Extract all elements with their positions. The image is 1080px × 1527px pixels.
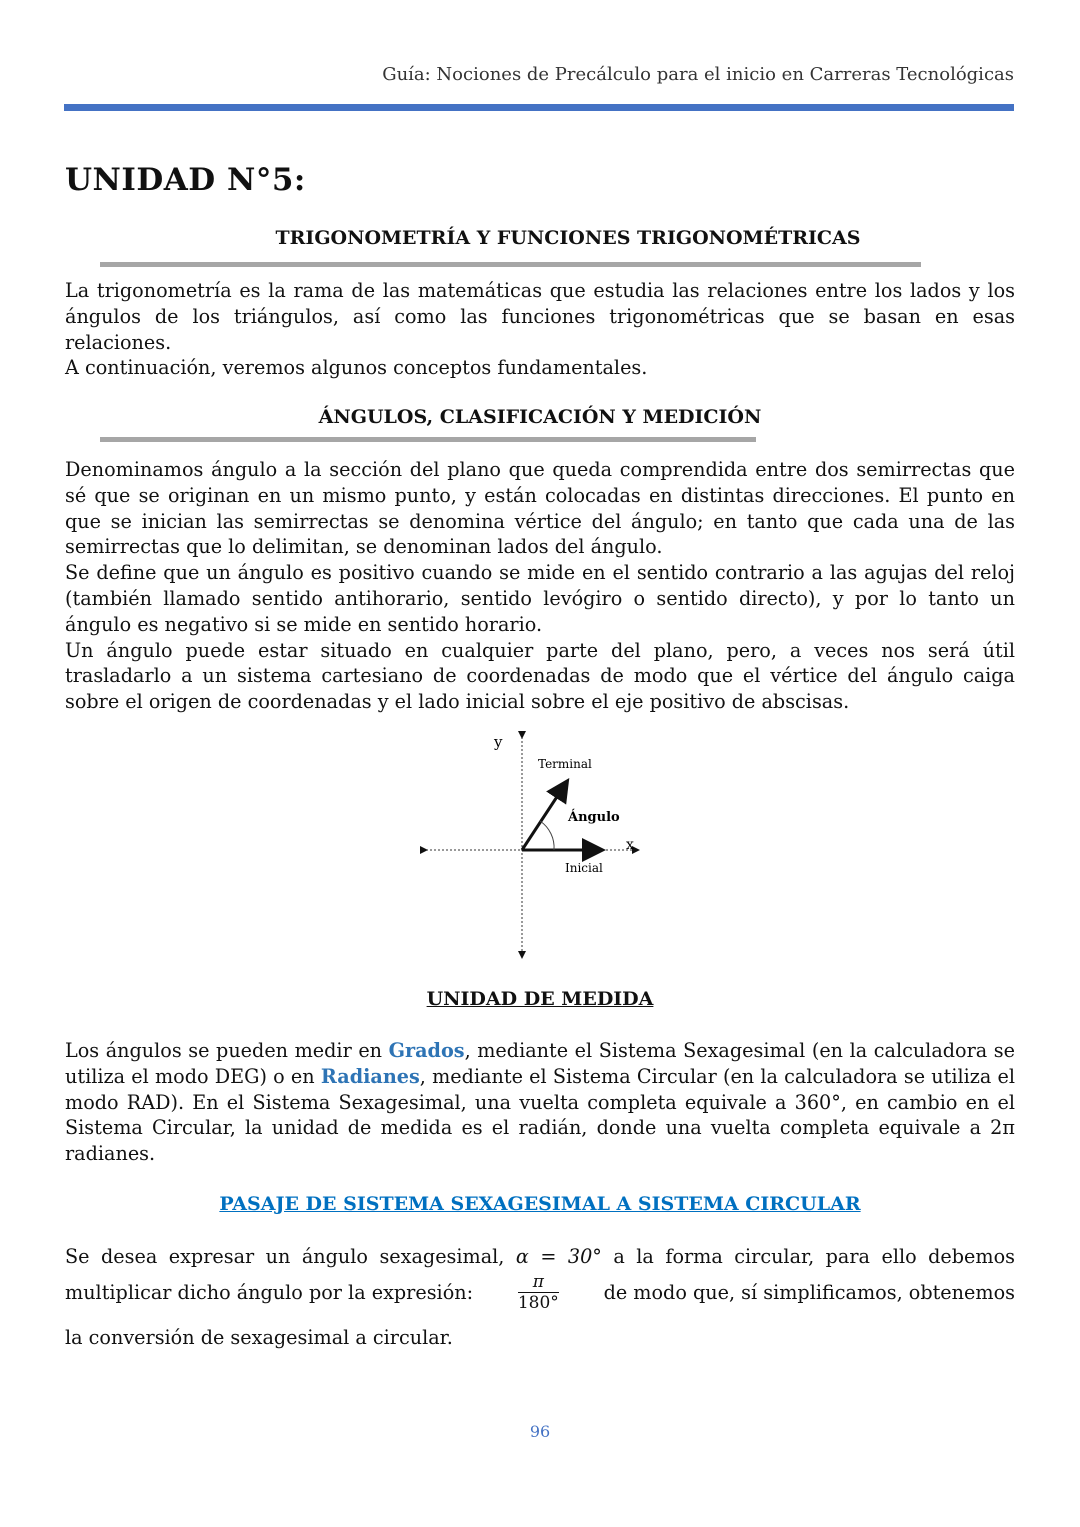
text: de modo que, sí simplificamos, obtenemos [603, 1280, 1015, 1304]
text: , mediante el Sistema Circular (en la calculadora se utiliza el modo RAD). En el Sistema Sexagesimal, una vuelta completa equivale a 360°, en cambio en el Sistema Circular, la unidad de medida es el radián, donde una vuelta completa equivale a 2π radianes. [65, 1064, 1015, 1166]
page-number: 96 [529, 1422, 551, 1441]
text: Los ángulos se pueden medir en [65, 1039, 389, 1062]
text: Se desea expresar un ángulo sexagesimal, [65, 1245, 505, 1268]
unit-title: UNIDAD N°5: [65, 162, 306, 198]
fraction-denominator: 180° [517, 1293, 559, 1313]
fraction-numerator: π [518, 1272, 559, 1293]
pasaje-line-3: la conversión de sexagesimal a circular. [65, 1326, 453, 1349]
x-axis-label: x [626, 837, 634, 853]
radianes-term: Radianes [320, 1064, 420, 1088]
paragraph: Un ángulo puede estar situado en cualquier parte del plano, pero, a veces nos será útil trasladarlo a un sistema cartesiano de coordenadas de modo que el vértice del ángulo caiga sobre el origen de coordenadas y el lado inicial sobre el eje positivo de abscisas. [65, 638, 1015, 714]
grados-term: Grados [388, 1039, 465, 1062]
y-axis-label: y [494, 733, 503, 751]
unidad-medida-text [65, 1038, 1015, 1167]
pi-over-180-fraction [518, 1272, 559, 1313]
section-heading-pasaje: PASAJE DE SISTEMA SEXAGESIMAL A SISTEMA CIRCULAR [219, 1193, 861, 1215]
paragraph: La trigonometría es la rama de las matemáticas que estudia las relaciones entre los lados y los ángulos de los triángulos, así como las funciones trigonométricas que se basan en esas relaciones. [65, 279, 1015, 354]
initial-label: Inicial [565, 861, 603, 875]
text: a la forma circular, para ello debemos [613, 1245, 1015, 1268]
section-heading-angulos: ÁNGULOS, CLASIFICACIÓN Y MEDICIÓN [318, 406, 762, 428]
paragraph: Denominamos ángulo a la sección del plano que queda comprendida entre dos semirrectas que sé que se originan en un mismo punto, y están colocadas en distintas direcciones. El punto en que se inician las semirrectas se denomina vértice del ángulo; en tanto que cada una de las semirrectas que lo delimitan, se denominan lados del ángulo. [65, 458, 1015, 559]
intro-text [65, 278, 1015, 381]
pasaje-line-1 [65, 1243, 1015, 1271]
running-header: Guía: Nociones de Precálculo para el inicio en Carreras Tecnológicas [382, 64, 1014, 85]
angle-arc [540, 821, 554, 850]
heading-rule [100, 262, 921, 267]
angle-diagram [410, 725, 650, 965]
angle-label: Ángulo [568, 810, 620, 825]
terminal-side [522, 783, 566, 850]
angulos-text [65, 457, 1015, 715]
alpha-expression: α = 30° [515, 1245, 602, 1268]
text: , mediante el Sistema Sexagesimal (en la calculadora se utiliza el modo DEG) o en [65, 1039, 1015, 1088]
paragraph: Se define que un ángulo es positivo cuando se mide en el sentido contrario a las agujas del reloj (también llamado sentido antihorario, sentido levógiro o sentido directo), y por lo tanto un ángulo es negativo si se mide en sentido horario. [65, 561, 1015, 636]
terminal-label: Terminal [538, 757, 592, 771]
text: multiplicar dicho ángulo por la expresión: [65, 1280, 474, 1304]
header-rule [64, 104, 1014, 111]
section-heading-trigonometria: TRIGONOMETRÍA Y FUNCIONES TRIGONOMÉTRICAS [275, 227, 861, 249]
pasaje-line-2 [65, 1272, 1015, 1313]
paragraph: A continuación, veremos algunos conceptos fundamentales. [65, 356, 648, 380]
section-heading-unidad-medida: UNIDAD DE MEDIDA [426, 988, 654, 1010]
heading-rule [100, 437, 756, 442]
